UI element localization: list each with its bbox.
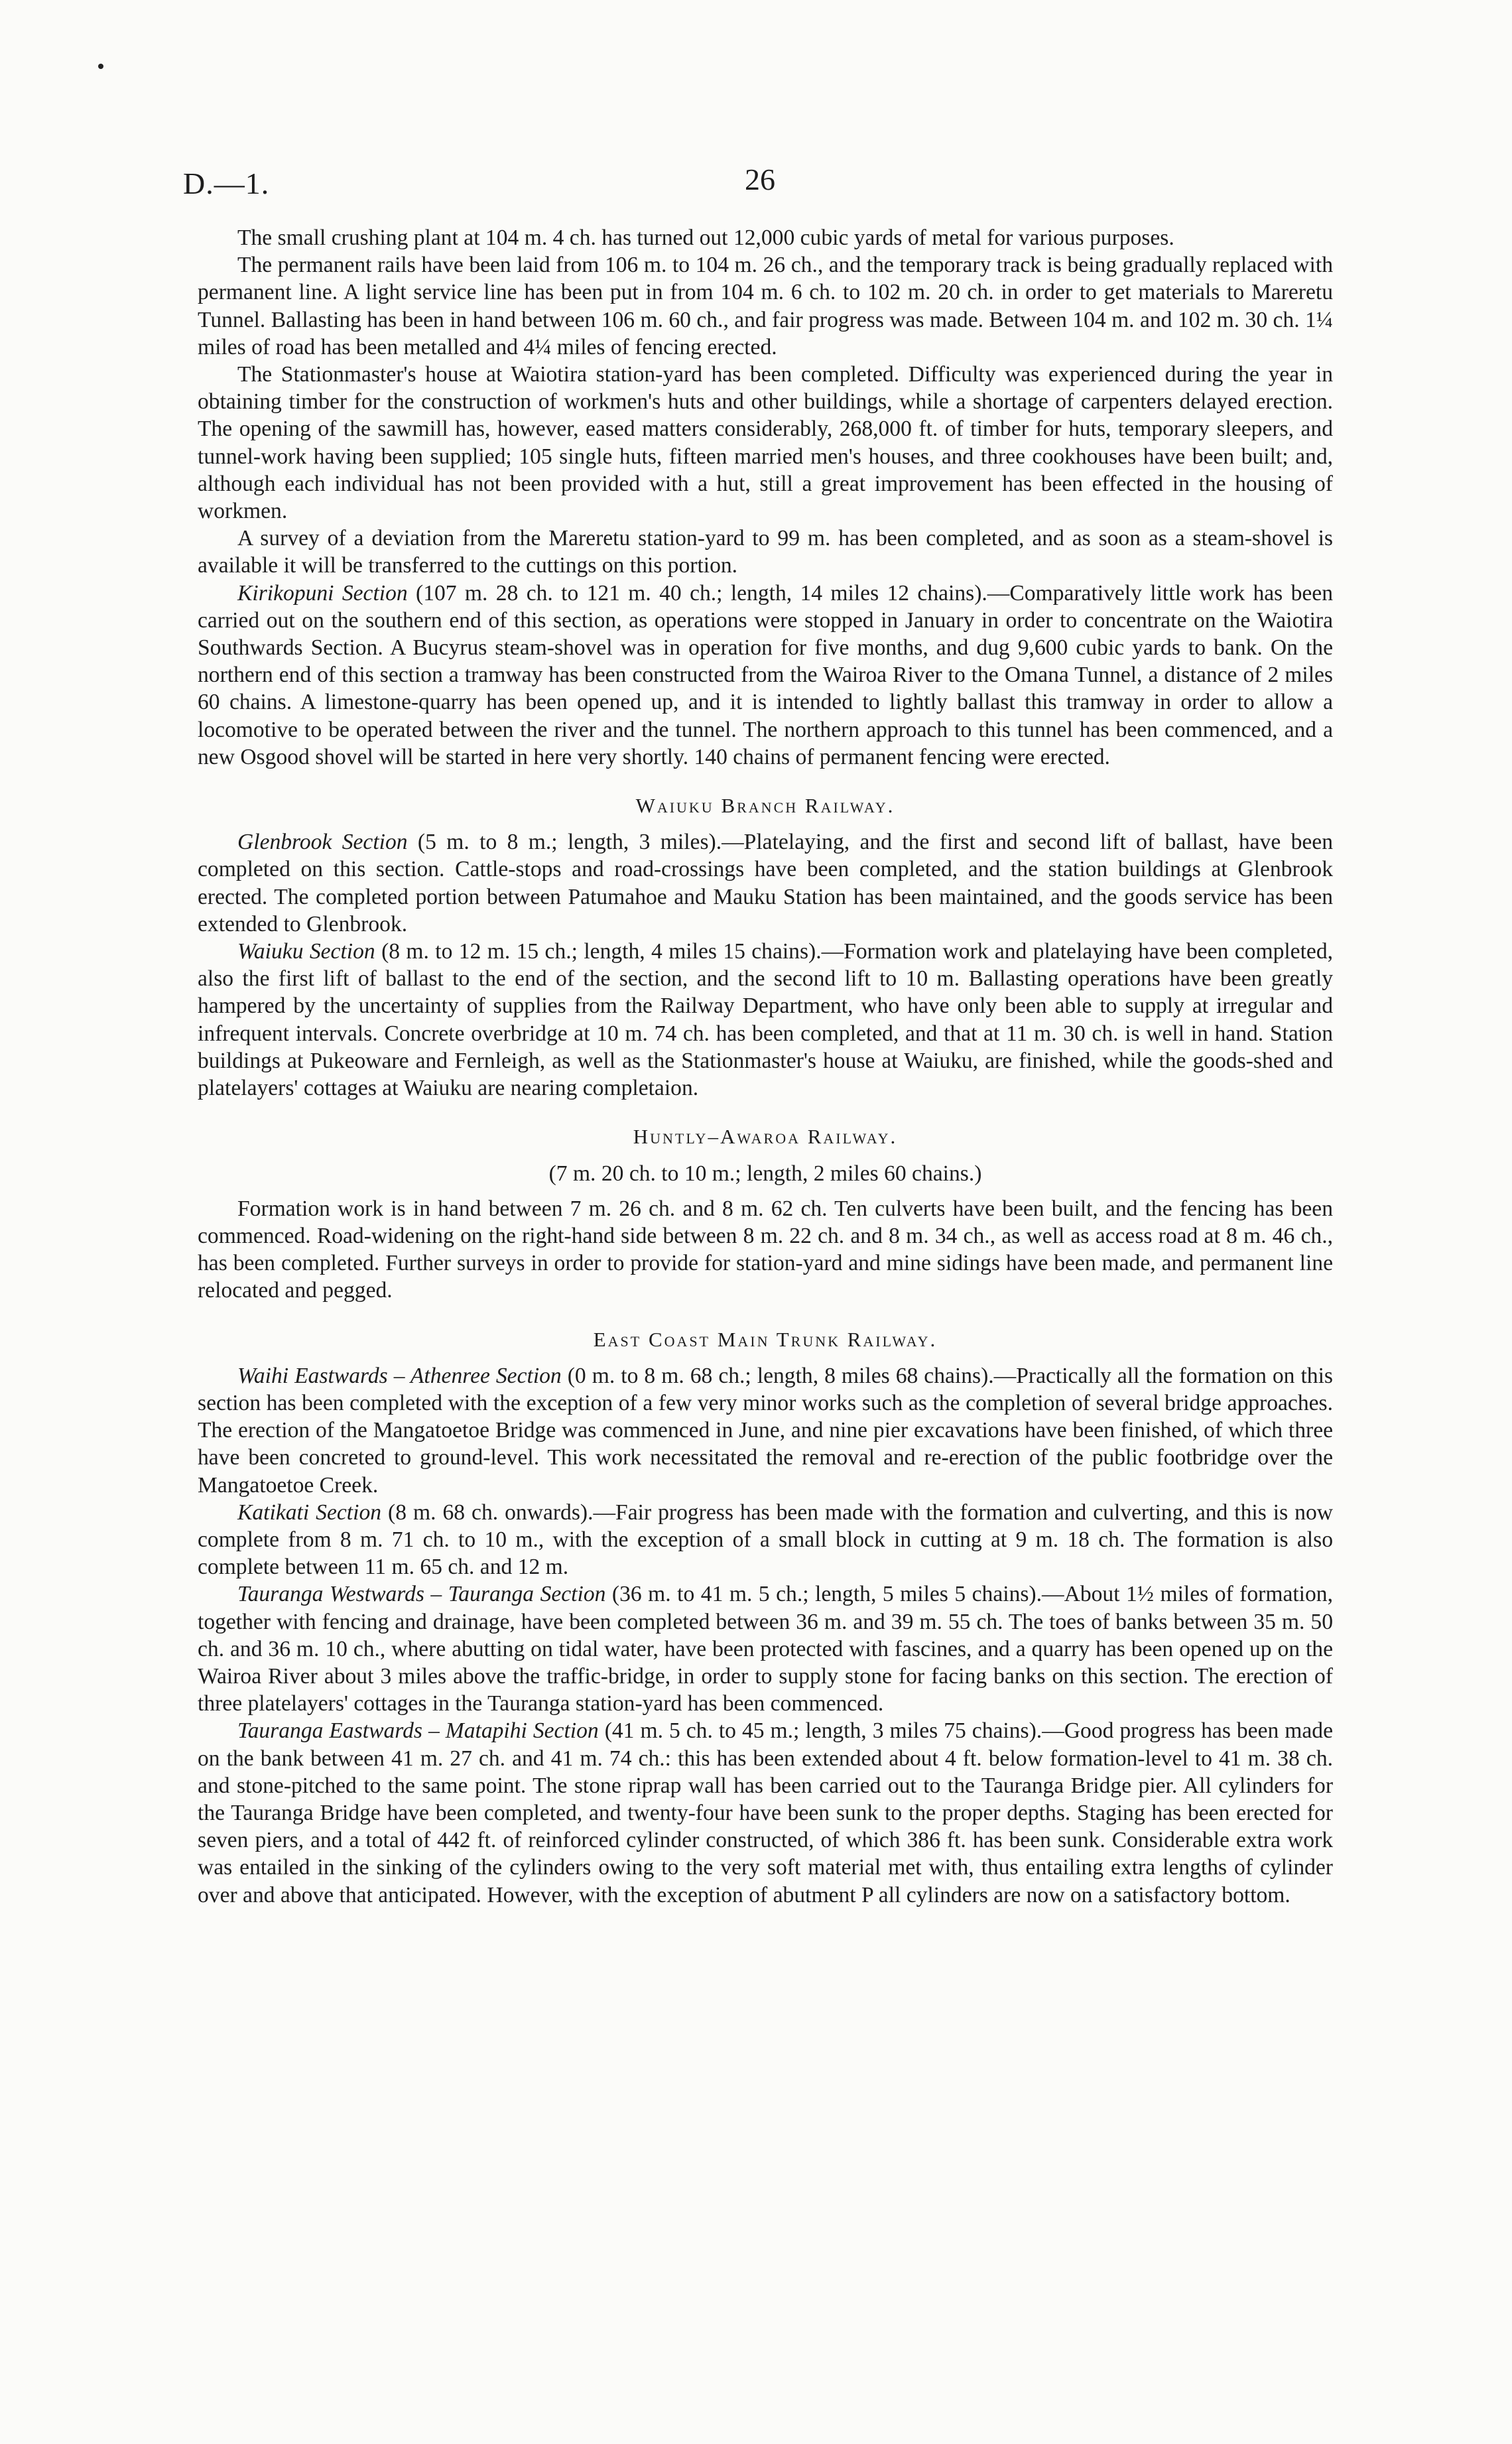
paragraph: The small crushing plant at 104 m. 4 ch. has turned out 12,000 cubic yards of metal for various purposes. bbox=[237, 225, 1174, 250]
paragraph: A survey of a deviation from the Mareretu station-yard to 99 m. has been completed, and as soon as a steam-shovel is available it will be transferred to the cuttings on this portion. bbox=[198, 526, 1333, 578]
section-title: Katikati Section bbox=[237, 1500, 382, 1525]
paragraph-waiuku: Waiuku Section (8 m. to 12 m. 15 ch.; length, 4 miles 15 chains).—Formation work and platelaying have been completed, also the first lift of ballast to the end of the section, and the second lift to 10 m. Ballasting operations have been greatly hampered by the uncertainty of supplies from the Railway Department, who have only been able to supply at irregular and infrequent intervals. Concrete overbridge at 10 m. 74 ch. has been completed, and that at 11 m. 30 ch. is well in hand. Station buildings at Pukeoware and Fernleigh, as well as the Stationmaster's house at Waiuku, are finished, while the goods-shed and platelayers' cottages at Waiuku are nearing completaion. bbox=[198, 939, 1334, 1101]
section-title: Waiuku Section bbox=[237, 939, 375, 964]
subheading-huntly: (7 m. 20 ch. to 10 m.; length, 2 miles 60 chains.) bbox=[548, 1161, 982, 1186]
section-title: Glenbrook Section bbox=[237, 830, 408, 855]
paragraph-huntly: Formation work is in hand between 7 m. 26 ch. and 8 m. 62 ch. Ten culverts have been built, and the fencing has been commenced. Road-widening on the right-hand side between 8 m. 22 ch. and 8 m. 34 ch., as well as access road at 8 m. 46 ch., has been completed. Further surveys in order to provide for station-yard and mine sidings have been made, and permanent line relocated and pegged. bbox=[198, 1196, 1333, 1303]
section-title: Waihi Eastwards – Athenree Section bbox=[237, 1363, 562, 1388]
page-header bbox=[183, 162, 1337, 206]
paragraph-matapihi: Tauranga Eastwards – Matapihi Section (41 m. 5 ch. to 45 m.; length, 3 miles 75 chains).—Good progress has been made on the bank between 41 m. 27 ch. and 41 m. 74 ch.: this has been extended about 4 ft. below formation-level to 41 m. 38 ch. and stone-pitched to the same point. The stone riprap wall has been carried out to the Tauranga Bridge pier. All cylinders for the Tauranga Bridge have been completed, and twenty-four have been sunk to the proper depths. Staging has been erected for seven piers, and a total of 442 ft. of reinforced cylinder constructed, of which 386 ft. has been sunk. Considerable extra work was entailed in the sinking of the cylinders owing to the very soft material met with, thus entailing extra lengths of cylinder over and above that anticipated. However, with the exception of abutment P all cylinders are now on a satisfactory bottom. bbox=[198, 1718, 1333, 1907]
heading-waiuku: Waiuku Branch Railway. bbox=[635, 794, 895, 818]
paragraph-kirikopuni: Kirikopuni Section (107 m. 28 ch. to 121 m. 40 ch.; length, 14 miles 12 chains).—Comparatively little work has been carried out on the southern end of this section, as operations were stopped in January in order to concentrate on the Waiotira Southwards Section. A Bucyrus steam-shovel was in operation for five months, and dug 9,600 cubic yards to bank. On the northern end of this section a tramway has been constructed from the Wairoa River to the Omana Tunnel, a distance of 2 miles 60 chains. A limestone-quarry has been opened up, and it is intended to lightly ballast this tramway in order to allow a locomotive to be operated between the river and the tunnel. The northern approach to this tunnel has been commenced, and a new Osgood shovel will be started in here very shortly. 140 chains of permanent fencing were erected. bbox=[198, 580, 1333, 769]
section-title: Kirikopuni Section bbox=[237, 580, 408, 606]
document-id: D.—1. bbox=[183, 166, 270, 200]
page-body bbox=[198, 224, 1333, 1909]
section-title: Tauranga Eastwards – Matapihi Section bbox=[237, 1718, 599, 1744]
paragraph-athenree: Waihi Eastwards – Athenree Section (0 m. to 8 m. 68 ch.; length, 8 miles 68 chains).—Practically all the formation on this section has been completed with the exception of a few very minor works such as the completion of several bridge approaches. The erection of the Mangatoetoe Bridge was commenced in June, and nine pier excavations have been finished, of which three have been concreted to ground-level. This work necessitated the removal and re-erection of the public footbridge over the Mangatoetoe Creek. bbox=[198, 1363, 1333, 1498]
page-number: 26 bbox=[745, 162, 775, 196]
paragraph-glenbrook: Glenbrook Section (5 m. to 8 m.; length, 3 miles).—Platelaying, and the first and second lift of ballast, have been completed on this section. Cattle-stops and road-crossings have been completed, and the station buildings at Glenbrook erected. The completed portion between Patumahoe and Mauku Station has been maintained, and the goods service has been extended to Glenbrook. bbox=[198, 830, 1333, 936]
paragraph-katikati: Katikati Section (8 m. 68 ch. onwards).—Fair progress has been made with the formation and culverting, and this is now complete from 8 m. 71 ch. to 10 m., with the exception of a small block in cutting at 9 m. 18 ch. The formation is also complete between 11 m. 65 ch. and 12 m. bbox=[198, 1500, 1334, 1580]
paragraph-tauranga-west: Tauranga Westwards – Tauranga Section (36 m. to 41 m. 5 ch.; length, 5 miles 5 chains).—About 1½ miles of formation, together with fencing and drainage, have been completed between 36 m. and 39 m. 55 ch. The toes of banks between 35 m. 50 ch. and 36 m. 10 ch., where abutting on tidal water, have been protected with fascines, and a quarry has been opened up on the Wairoa River about 3 miles above the traffic-bridge, in order to supply stone for facing banks on this section. The erection of three platelayers' cottages in the Tauranga station-yard has been commenced. bbox=[198, 1582, 1333, 1716]
ink-dot bbox=[98, 64, 103, 69]
section-title: Tauranga Westwards – Tauranga Section bbox=[237, 1582, 606, 1607]
heading-huntly: Huntly–Awaroa Railway. bbox=[633, 1125, 898, 1149]
paragraph: The permanent rails have been laid from 106 m. to 104 m. 26 ch., and the temporary track is being gradually replaced with permanent line. A light service line has been put in from 104 m. 6 ch. to 102 m. 20 ch. in order to get materials to Mareretu Tunnel. Ballasting has been in hand between 106 m. 60 ch., and fair progress was made. Between 104 m. and 102 m. 30 ch. 1¼ miles of road has been metalled and 4¼ miles of fencing erected. bbox=[198, 253, 1333, 359]
paragraph: The Stationmaster's house at Waiotira station-yard has been completed. Difficulty was experienced during the year in obtaining timber for the construction of workmen's huts and other buildings, while a shortage of carpenters delayed erection. The opening of the sawmill has, however, eased matters considerably, 268,000 ft. of timber for huts, temporary sleepers, and tunnel-work having been supplied; 105 single huts, fifteen married men's houses, and three cookhouses have been built; and, although each individual has not been provided with a hut, still a great improvement has been effected in the housing of workmen. bbox=[198, 362, 1333, 524]
heading-east-coast: East Coast Main Trunk Railway. bbox=[593, 1327, 938, 1351]
